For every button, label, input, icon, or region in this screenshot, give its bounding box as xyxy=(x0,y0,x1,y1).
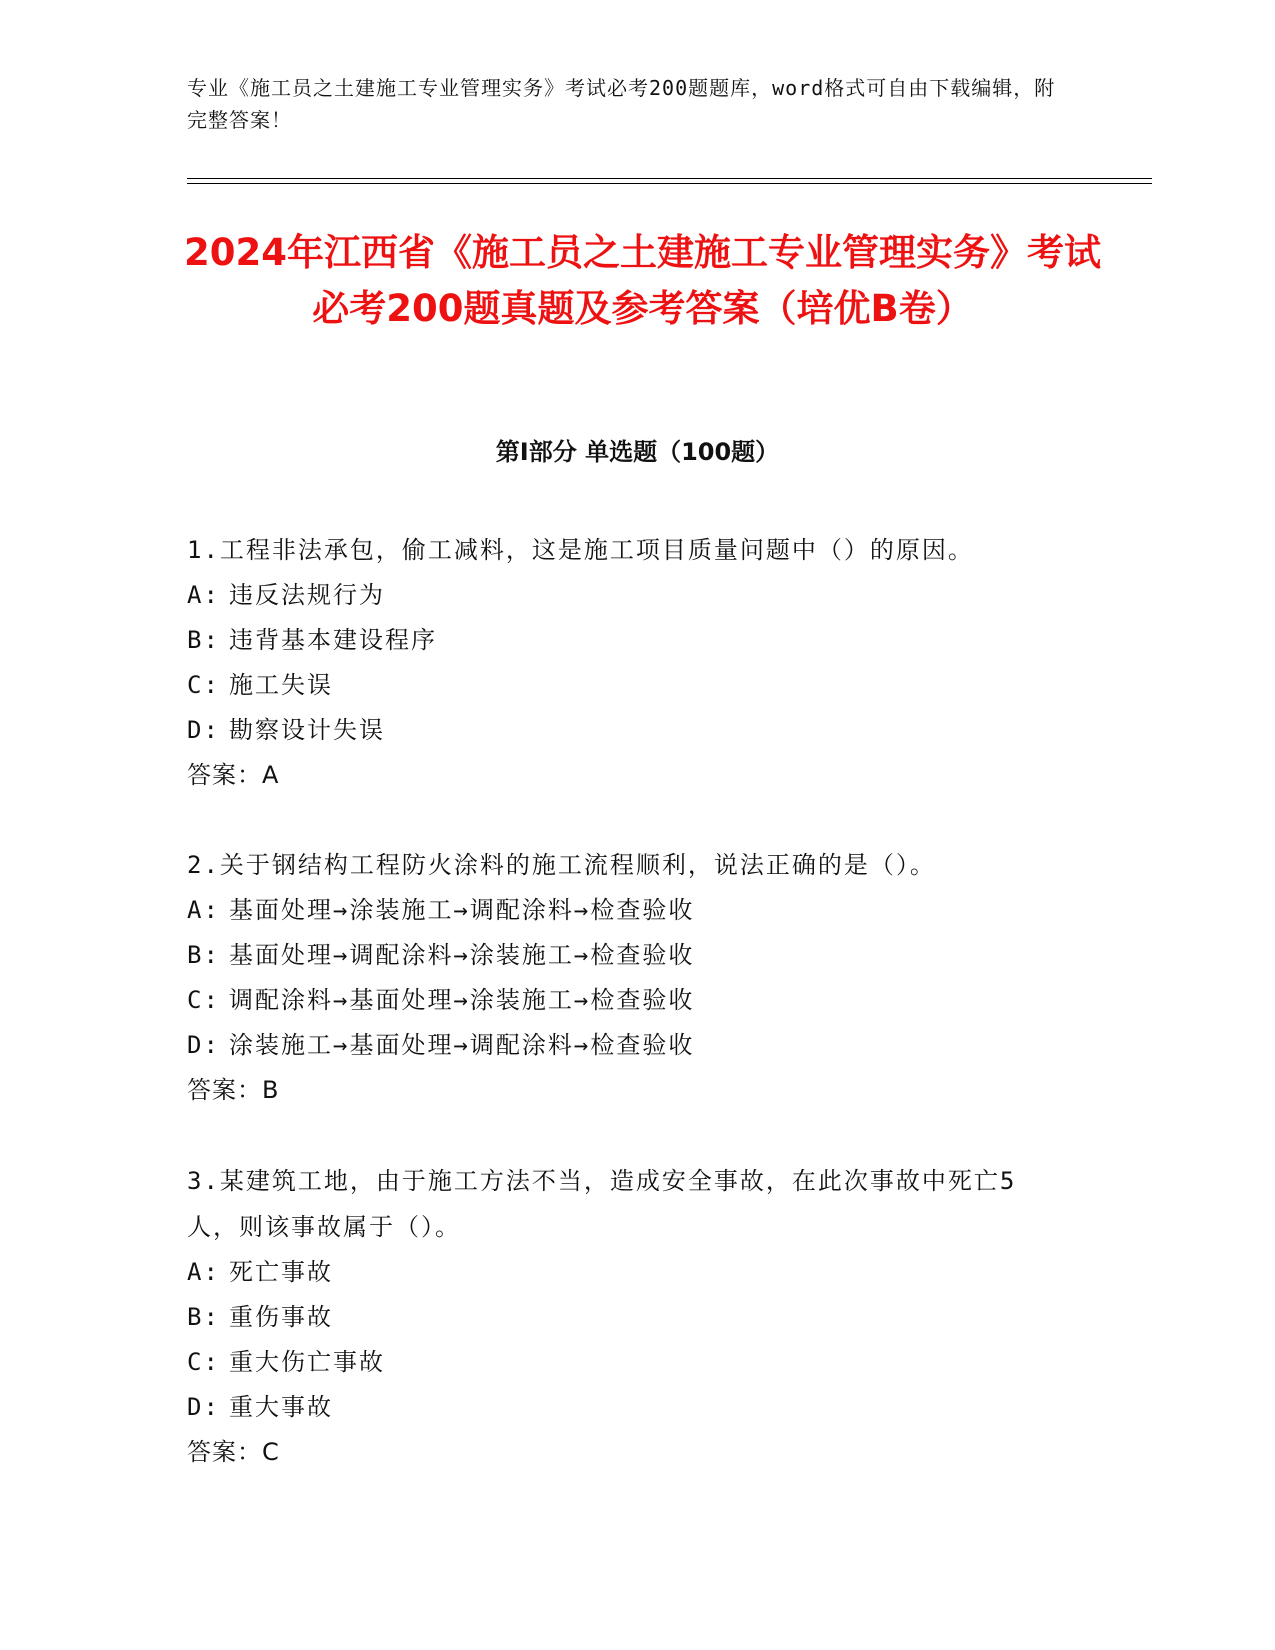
option-text: 勘察设计失误 xyxy=(229,716,385,744)
option-text: 重伤事故 xyxy=(229,1303,333,1331)
option-letter: D: xyxy=(187,716,220,744)
option-b xyxy=(187,618,1067,663)
answer-line: 答案：A xyxy=(187,761,280,789)
option-c xyxy=(187,663,1067,708)
option-b xyxy=(187,1295,1067,1340)
question-item xyxy=(187,1158,1067,1475)
option-letter: D: xyxy=(187,1393,220,1421)
option-d xyxy=(187,708,1067,753)
document-title: 2024年江西省《施工员之土建施工专业管理实务》考试必考200题真题及参考答案（培优B卷） xyxy=(184,231,1101,330)
option-text: 基面处理→调配涂料→涂装施工→检查验收 xyxy=(229,941,695,969)
section-heading: 第Ⅰ部分 单选题（100题） xyxy=(495,438,780,466)
option-text: 基面处理→涂装施工→调配涂料→检查验收 xyxy=(229,896,695,924)
option-text: 涂装施工→基面处理→调配涂料→检查验收 xyxy=(229,1031,695,1059)
option-letter: B: xyxy=(187,941,220,969)
option-text: 施工失误 xyxy=(229,671,333,699)
answer-line: 答案：B xyxy=(187,1076,280,1104)
option-c xyxy=(187,1340,1067,1385)
option-d xyxy=(187,1385,1067,1430)
question-stem: 1.工程非法承包，偷工减料，这是施工项目质量问题中（）的原因。 xyxy=(187,536,974,564)
option-letter: A: xyxy=(187,581,220,609)
header-divider-bottom xyxy=(187,183,1152,184)
option-text: 违反法规行为 xyxy=(229,581,385,609)
option-c xyxy=(187,978,1067,1023)
option-text: 死亡事故 xyxy=(229,1258,333,1286)
answer-line: 答案：C xyxy=(187,1438,280,1466)
option-letter: C: xyxy=(187,1348,220,1376)
option-text: 重大事故 xyxy=(229,1393,333,1421)
option-a xyxy=(187,573,1067,618)
option-letter: A: xyxy=(187,896,220,924)
option-letter: B: xyxy=(187,626,220,654)
option-letter: C: xyxy=(187,986,220,1014)
question-item xyxy=(187,527,1067,798)
question-item xyxy=(187,842,1067,1113)
option-letter: B: xyxy=(187,1303,220,1331)
option-letter: C: xyxy=(187,671,220,699)
question-stem: 2.关于钢结构工程防火涂料的施工流程顺利，说法正确的是（）。 xyxy=(187,851,936,879)
option-text: 违背基本建设程序 xyxy=(229,626,437,654)
option-a xyxy=(187,888,1067,933)
option-b xyxy=(187,933,1067,978)
header-divider-top xyxy=(187,178,1152,179)
option-text: 重大伤亡事故 xyxy=(229,1348,385,1376)
question-stem: 3.某建筑工地，由于施工方法不当，造成安全事故，在此次事故中死亡5人，则该事故属于（）。 xyxy=(187,1167,1017,1241)
header-note: 专业《施工员之土建施工专业管理实务》考试必考200题题库，word格式可自由下载编辑，附完整答案！ xyxy=(187,76,1056,132)
option-a xyxy=(187,1250,1067,1295)
option-letter: D: xyxy=(187,1031,220,1059)
option-letter: A: xyxy=(187,1258,220,1286)
option-text: 调配涂料→基面处理→涂装施工→检查验收 xyxy=(229,986,695,1014)
option-d xyxy=(187,1023,1067,1068)
